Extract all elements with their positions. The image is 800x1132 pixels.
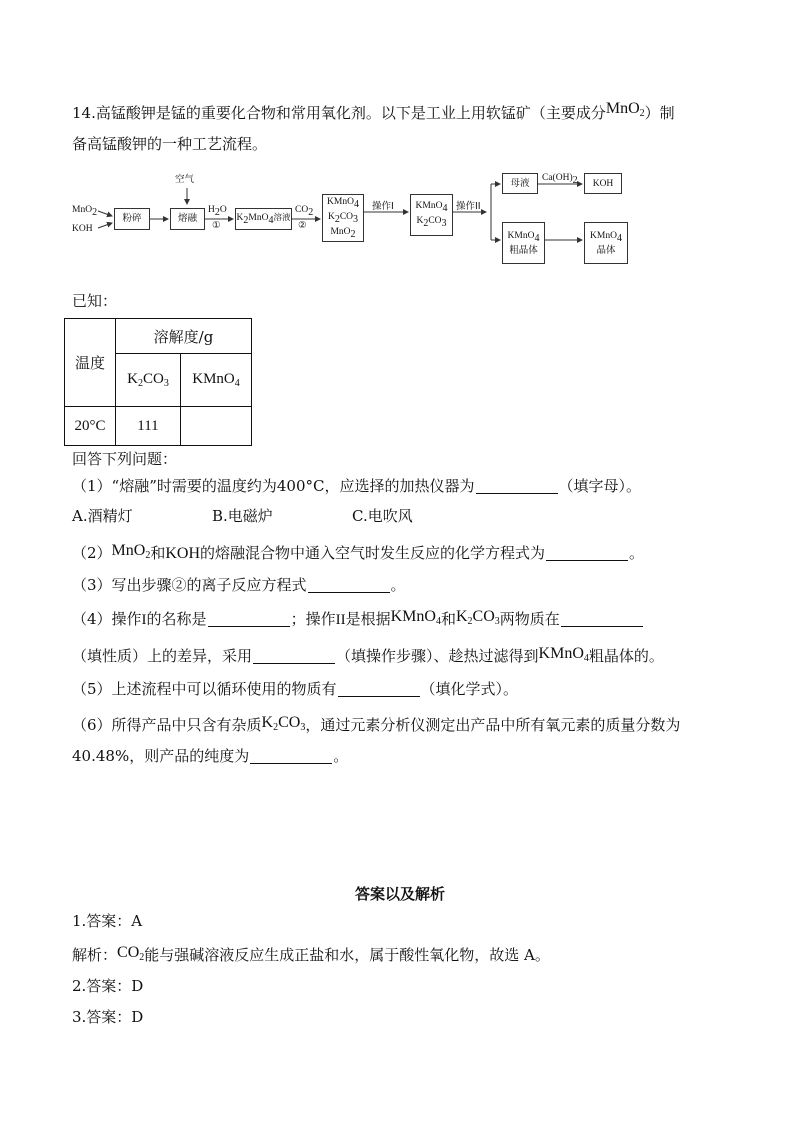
q3-blank[interactable] (308, 576, 390, 593)
row-k2co3-value: 111 (116, 407, 181, 446)
question-intro: 14.高锰酸钾是锰的重要化合物和常用氧化剂。以下是工业上用软锰矿（主要成分MnO$_2$）制 (72, 100, 675, 122)
filtrate-box: KMnO$_4$ $K_2CO_3$ (410, 194, 453, 236)
air-label: 空气 (175, 174, 195, 185)
q2-blank[interactable] (546, 544, 628, 561)
q4: （4）操作I的名称是 ；操作II是根据KMnO$_4$和$K_2CO_3$两物质在 (72, 606, 644, 633)
koh-box: KOH (584, 173, 622, 194)
q6-line2: 40.48%，则产品的纯度为 。 (72, 747, 349, 765)
q1-options (72, 505, 413, 527)
temp-header: 温度 (65, 319, 116, 407)
caoh2-label: $Ca(OH)_2$ (542, 173, 578, 186)
k2mno4-solution-box: $K_2MnO_4$溶液 (235, 208, 292, 230)
option-a: A.酒精灯 (72, 507, 133, 525)
row-temp: 20°C (65, 407, 116, 446)
mother-liquor-box: 母液 (502, 173, 538, 194)
col-kmno4: KMnO$_4$ (181, 354, 252, 407)
process-flowchart (72, 172, 642, 282)
intro-formula: MnO$_2$ (605, 100, 645, 119)
answer-prompt: 回答下列问题： (72, 450, 178, 468)
input-koh-label: KOH (72, 224, 93, 234)
solubility-table (64, 318, 252, 446)
q1: （1）“熔融”时需要的温度约为400°C，应选择的加热仪器为 （填字母）。 (72, 477, 642, 495)
melt-box: 熔融 (170, 208, 205, 230)
answers-title: 答案以及解析 (354, 885, 445, 903)
explanation-1: 解析：$CO_2$能与强碱溶液反应生成正盐和水，属于酸性氧化物，故选 A。 (72, 944, 550, 964)
q1-blank[interactable] (476, 477, 558, 494)
operation1-label: 操作I (372, 201, 394, 212)
mixture-box: KMnO$_4$ $K_2CO_3$ MnO$_2$ (322, 194, 364, 242)
q3: （3）写出步骤②的离子反应方程式 。 (72, 576, 406, 594)
crystal-box: KMnO$_4$ 晶体 (584, 222, 628, 264)
q5-blank[interactable] (338, 680, 420, 697)
grind-box: 粉碎 (114, 208, 150, 230)
col-k2co3: $K_2CO_3$ (116, 354, 181, 407)
q6-blank[interactable] (250, 747, 332, 764)
answer-1: 1.答案：A (72, 912, 143, 930)
operation2-label: 操作II (456, 201, 481, 212)
q4-line2: （填性质）上的差异，采用 （填操作步骤）、趁热过滤得到KMnO$_4$粗晶体的。 (72, 645, 664, 665)
answer-3: 3.答案：D (72, 1008, 144, 1026)
step2-label: ② (298, 221, 307, 231)
q6: （6）所得产品中只含有杂质$K_2CO_3$，通过元素分析仪测定出产品中所有氧元素的质量分数为 (72, 714, 681, 734)
h2o-label: $H_2O$ (208, 205, 227, 218)
intro-text: 14.高锰酸钾是锰的重要化合物和常用氧化剂。以下是工业上用软锰矿（主要成分 (72, 104, 606, 122)
question-intro-line2: 备高锰酸钾的一种工艺流程。 (72, 135, 268, 153)
q2: （2）MnO$_2$和KOH的熔融混合物中通入空气时发生反应的化学方程式为 。 (72, 542, 645, 562)
q4-blank-2[interactable] (561, 610, 643, 627)
co2-label: $CO_2$ (295, 205, 314, 218)
q5: （5）上述流程中可以循环使用的物质有 （填化学式）。 (72, 680, 519, 698)
step1-label: ① (212, 221, 221, 231)
input-mno2-label: MnO$_2$ (72, 205, 98, 218)
solubility-header: 溶解度/g (116, 319, 252, 354)
option-b: B.电磁炉 (212, 507, 273, 525)
q4-blank-3[interactable] (253, 647, 335, 664)
q4-blank-1[interactable] (208, 610, 290, 627)
option-c: C.电吹风 (352, 507, 413, 525)
known-label: 已知： (72, 292, 118, 310)
row-kmno4-value (181, 407, 252, 446)
crude-crystal-box: KMnO$_4$ 粗晶体 (502, 222, 545, 264)
answer-2: 2.答案：D (72, 977, 144, 995)
